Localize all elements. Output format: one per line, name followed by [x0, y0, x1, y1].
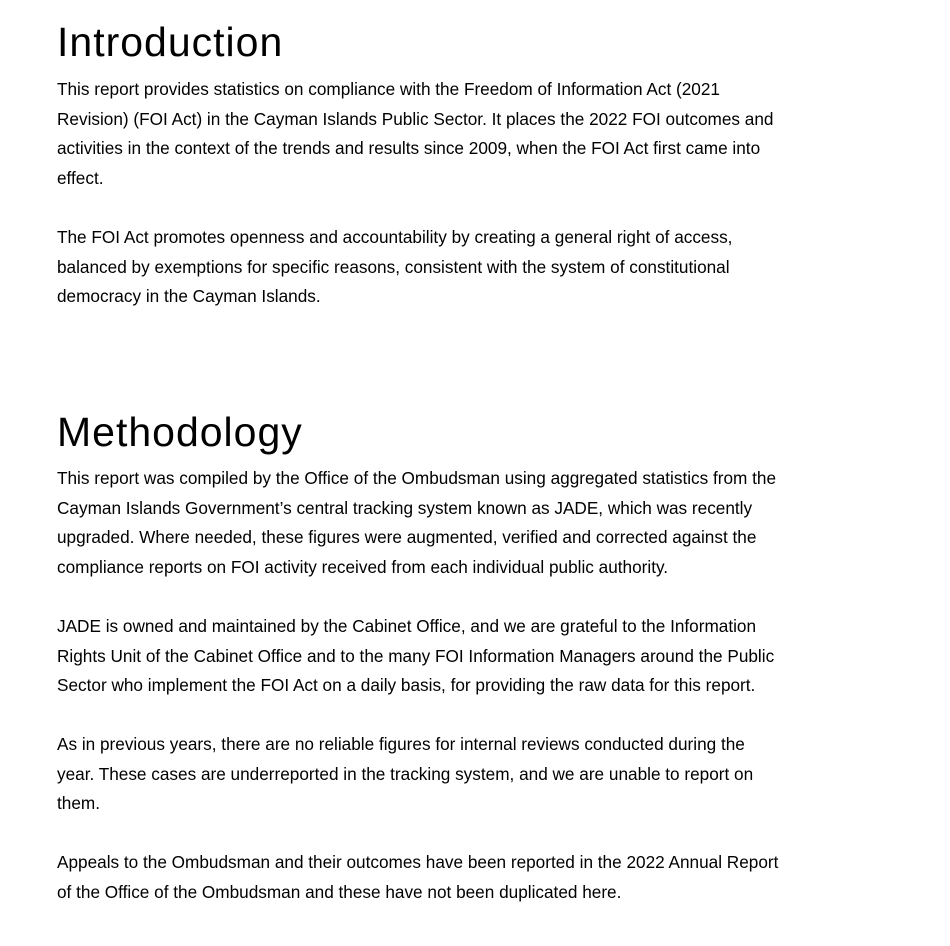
text-line: year. These cases are underreported in the tracking system, and we are unable to report on — [57, 763, 754, 784]
text-line: compliance reports on FOI activity received from each individual public authority. — [57, 556, 669, 577]
text-line: This report provides statistics on compliance with the Freedom of Information Act (2021 — [57, 79, 720, 99]
text-line: activities in the context of the trends and results since 2009, when the FOI Act first came into — [57, 138, 761, 159]
text-line: effect. — [57, 167, 104, 188]
methodology-paragraph-4 — [57, 848, 778, 907]
text-line: As in previous years, there are no reliable figures for internal reviews conducted during the — [57, 734, 745, 754]
text-line: Appeals to the Ombudsman and their outcomes have been reported in the 2022 Annual Report — [57, 852, 779, 872]
introduction-paragraph-1 — [57, 75, 773, 193]
text-line: balanced by exemptions for specific reasons, consistent with the system of constitutional — [57, 256, 730, 277]
text-line: Cayman Islands Government’s central tracking system known as JADE, which was recently — [57, 497, 753, 518]
text-line: Rights Unit of the Cabinet Office and to the many FOI Information Managers around the Public — [57, 645, 775, 666]
text-line: them. — [57, 793, 100, 814]
methodology-paragraph-2 — [57, 612, 774, 701]
text-line: upgraded. Where needed, these figures were augmented, verified and corrected against the — [57, 527, 757, 548]
text-line: of the Office of the Ombudsman and these have not been duplicated here. — [57, 881, 622, 902]
text-line: JADE is owned and maintained by the Cabinet Office, and we are grateful to the Information — [57, 616, 757, 636]
text-line: This report was compiled by the Office of the Ombudsman using aggregated statistics from the — [57, 468, 777, 488]
text-line: The FOI Act promotes openness and accountability by creating a general right of access, — [57, 227, 733, 247]
text-line: democracy in the Cayman Islands. — [57, 286, 321, 307]
text-line: Revision) (FOI Act) in the Cayman Islands Public Sector. It places the 2022 FOI outcomes and — [57, 108, 774, 129]
methodology-paragraph-3 — [57, 730, 753, 819]
text-line: Sector who implement the FOI Act on a daily basis, for providing the raw data for this report. — [57, 675, 756, 696]
introduction-paragraph-2 — [57, 223, 732, 312]
methodology-paragraph-1 — [57, 464, 776, 582]
methodology-heading: Methodology — [57, 409, 303, 455]
introduction-heading: Introduction — [57, 19, 284, 65]
